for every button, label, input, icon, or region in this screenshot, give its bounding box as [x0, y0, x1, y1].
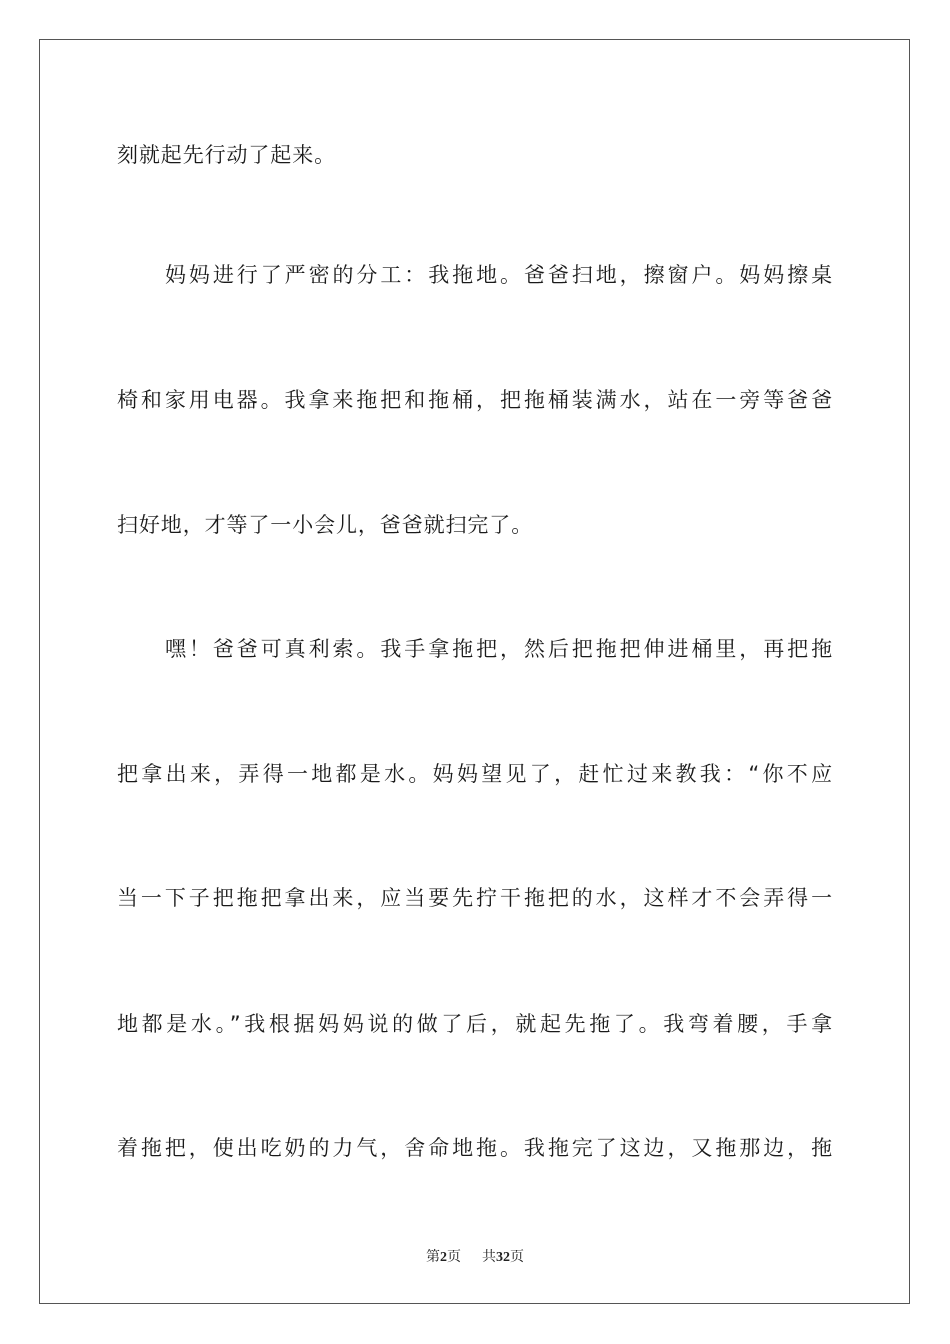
total-pages: 32	[496, 1250, 510, 1265]
page-border	[39, 39, 910, 1304]
paragraph-line-1: 刻就起先行动了起来。	[117, 143, 336, 167]
paragraph-line-3: 椅和家用电器。我拿来拖把和拖桶，把拖桶装满水，站在一旁等爸爸	[117, 388, 833, 412]
paragraph-line-2: 妈妈进行了严密的分工：我拖地。爸爸扫地，擦窗户。妈妈擦桌	[165, 263, 833, 287]
page-number: 2	[440, 1250, 447, 1265]
page-number-indicator	[426, 1246, 461, 1266]
page-footer	[0, 1246, 950, 1266]
total-prefix: 共	[482, 1250, 496, 1265]
paragraph-line-8: 地都是水。”我根据妈妈说的做了后，就起先拖了。我弯着腰，手拿	[117, 1012, 833, 1036]
paragraph-line-9: 着拖把，使出吃奶的力气，舍命地拖。我拖完了这边，又拖那边，拖	[117, 1136, 833, 1160]
paragraph-line-7: 当一下子把拖把拿出来，应当要先拧干拖把的水，这样才不会弄得一	[117, 886, 833, 910]
paragraph-line-4: 扫好地，才等了一小会儿，爸爸就扫完了。	[117, 513, 534, 537]
page-prefix: 第	[426, 1250, 440, 1265]
total-suffix: 页	[510, 1250, 524, 1265]
paragraph-line-6: 把拿出来，弄得一地都是水。妈妈望见了，赶忙过来教我：“你不应	[117, 762, 833, 786]
total-pages-indicator	[482, 1246, 524, 1266]
paragraph-line-5: 嘿！爸爸可真利索。我手拿拖把，然后把拖把伸进桶里，再把拖	[165, 637, 833, 661]
page-suffix: 页	[447, 1250, 461, 1265]
